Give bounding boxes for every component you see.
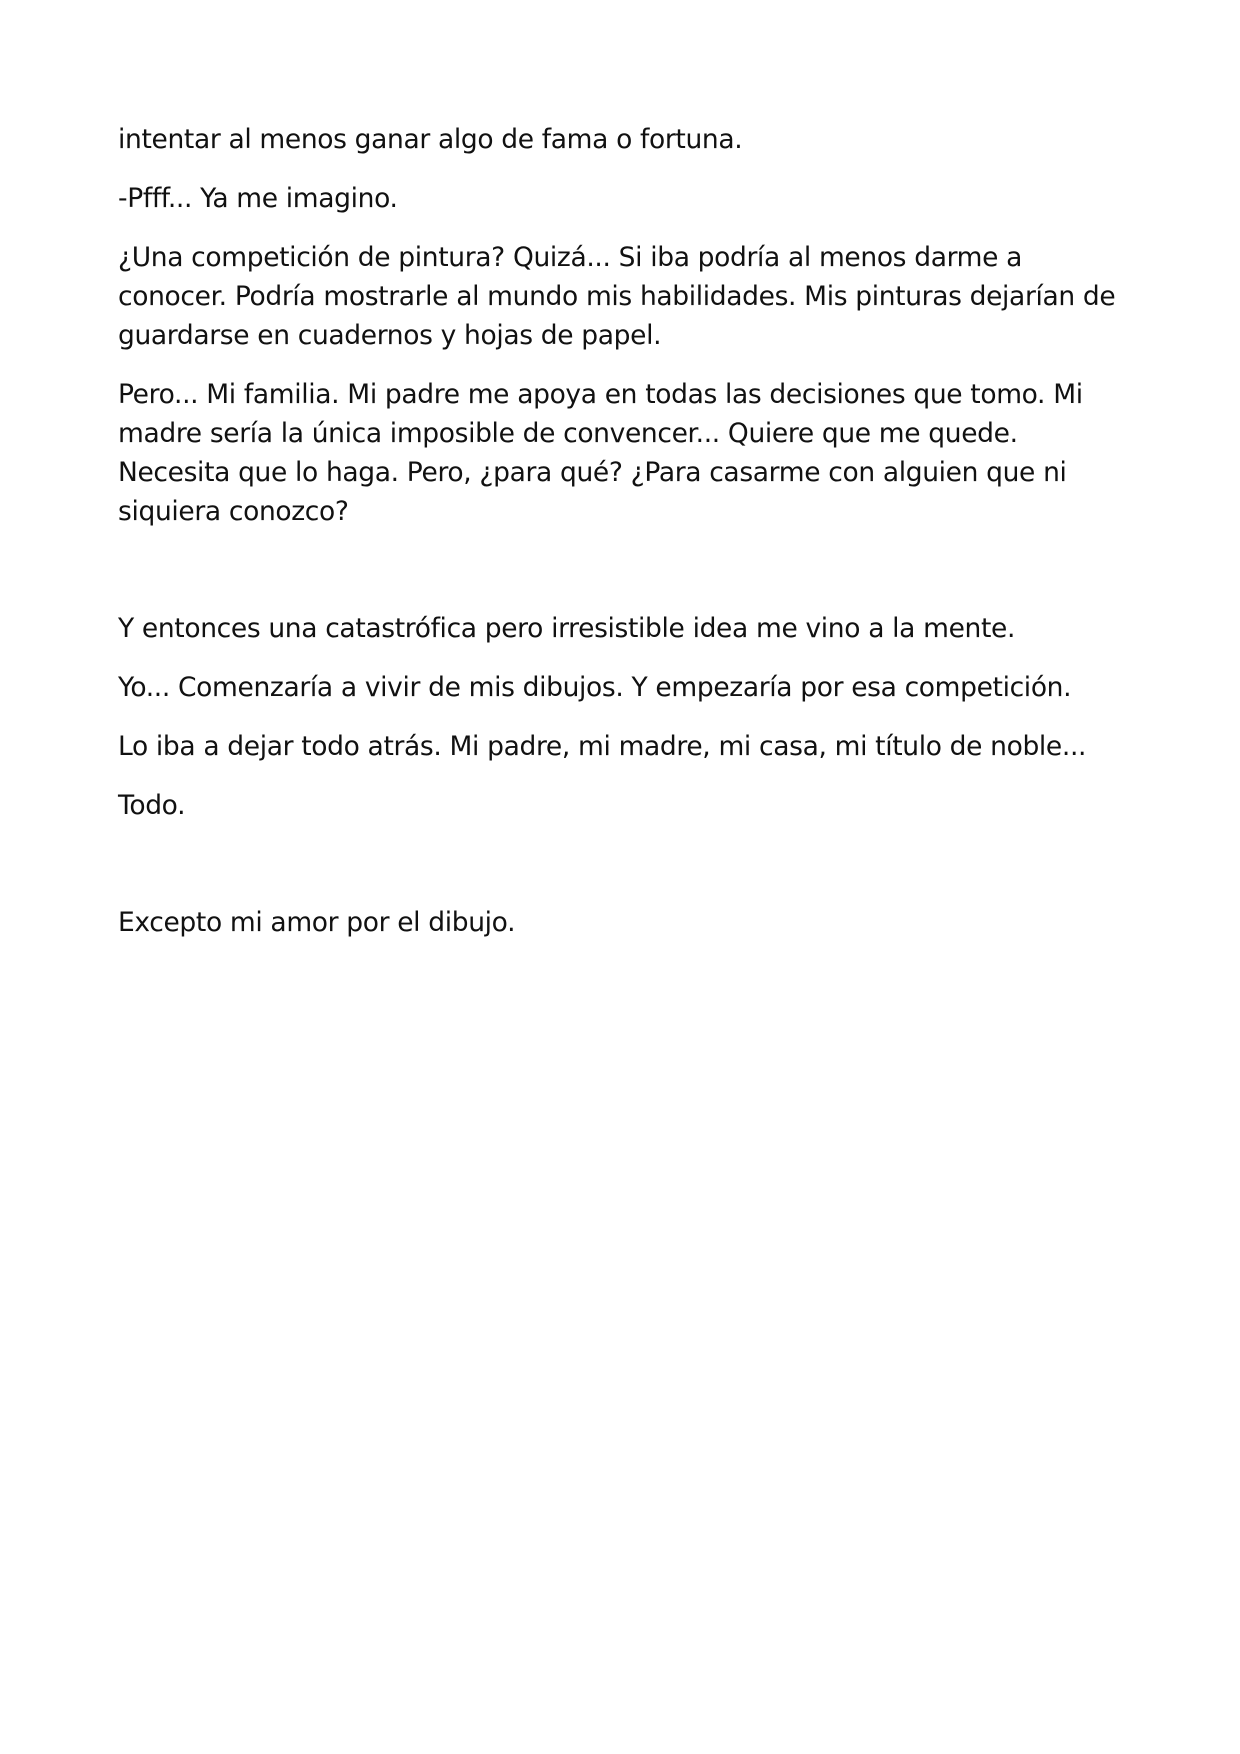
paragraph-8: Todo.: [118, 790, 186, 821]
paragraph-7: Lo iba a dejar todo atrás. Mi padre, mi madre, mi casa, mi título de noble...: [118, 731, 1087, 762]
paragraph-4: Pero... Mi familia. Mi padre me apoya en todas las decisiones que tomo. Mi madre sería la única imposible de convencer... Quiere que me quede. Necesita que lo haga. Pero, ¿para qué? ¿Para casarme con alguien que ni siquiera conozco?: [118, 379, 1083, 527]
paragraph-3: ¿Una competición de pintura? Quizá... Si iba podría al menos darme a conocer. Podría mostrarle al mundo mis habilidades. Mis pinturas dejarían de guardarse en cuadernos y hojas de papel.: [118, 242, 1116, 351]
paragraph-6: Yo... Comenzaría a vivir de mis dibujos. Y empezaría por esa competición.: [118, 672, 1072, 703]
paragraph-9: Excepto mi amor por el dibujo.: [118, 907, 516, 938]
paragraph-1: intentar al menos ganar algo de fama o fortuna.: [118, 124, 743, 155]
body-text: [118, 120, 1128, 962]
paragraph-5: Y entonces una catastrófica pero irresistible idea me vino a la mente.: [118, 613, 1016, 644]
paragraph-2: -Pfff... Ya me imagino.: [118, 183, 398, 214]
